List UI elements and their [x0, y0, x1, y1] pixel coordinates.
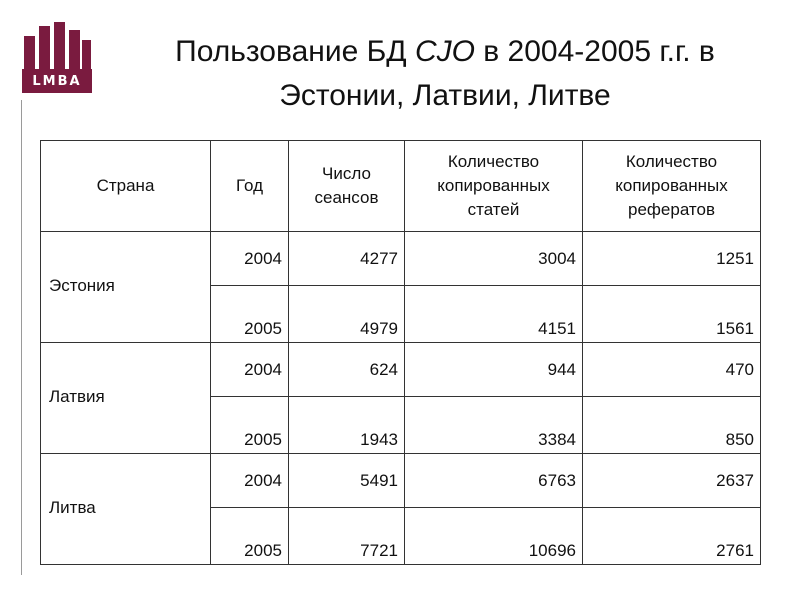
articles-cell: 10696: [405, 508, 583, 565]
title-part-1: Пользование БД: [175, 35, 415, 68]
table-row: [41, 454, 761, 508]
table-row: [41, 232, 761, 286]
sessions-cell: 5491: [289, 454, 405, 508]
articles-cell: 4151: [405, 286, 583, 343]
sessions-cell: 7721: [289, 508, 405, 565]
abstracts-cell: 2637: [583, 454, 761, 508]
title-part-2: в 2004-2005 г.г. в: [474, 35, 715, 68]
header-country: Страна: [41, 141, 211, 232]
articles-cell: 6763: [405, 454, 583, 508]
abstracts-cell: 850: [583, 397, 761, 454]
abstracts-cell: 1251: [583, 232, 761, 286]
country-cell: Литва: [41, 454, 211, 565]
country-cell: Латвия: [41, 343, 211, 454]
year-cell: 2004: [211, 232, 289, 286]
header-year: Год: [211, 141, 289, 232]
header-articles: Количество копированных статей: [405, 141, 583, 232]
abstracts-cell: 2761: [583, 508, 761, 565]
year-cell: 2004: [211, 343, 289, 397]
header-abstracts: Количество копированных рефератов: [583, 141, 761, 232]
year-cell: 2005: [211, 286, 289, 343]
table-row: [41, 343, 761, 397]
articles-cell: 3004: [405, 232, 583, 286]
title-db-name: CJO: [414, 35, 475, 68]
table-header-row: [41, 141, 761, 232]
year-cell: 2005: [211, 397, 289, 454]
header-sessions: Число сеансов: [289, 141, 405, 232]
country-cell: Эстония: [41, 232, 211, 343]
sessions-cell: 4979: [289, 286, 405, 343]
articles-cell: 3384: [405, 397, 583, 454]
year-cell: 2005: [211, 508, 289, 565]
abstracts-cell: 1561: [583, 286, 761, 343]
lmba-logo: [22, 22, 92, 94]
usage-table: [40, 140, 761, 565]
articles-cell: 944: [405, 343, 583, 397]
page-title: [110, 30, 780, 118]
abstracts-cell: 470: [583, 343, 761, 397]
title-line-2: Эстонии, Латвии, Литве: [279, 79, 611, 112]
sessions-cell: 1943: [289, 397, 405, 454]
sessions-cell: 624: [289, 343, 405, 397]
sessions-cell: 4277: [289, 232, 405, 286]
year-cell: 2004: [211, 454, 289, 508]
vertical-divider: [21, 100, 22, 575]
logo-text: LMBA: [32, 73, 82, 89]
